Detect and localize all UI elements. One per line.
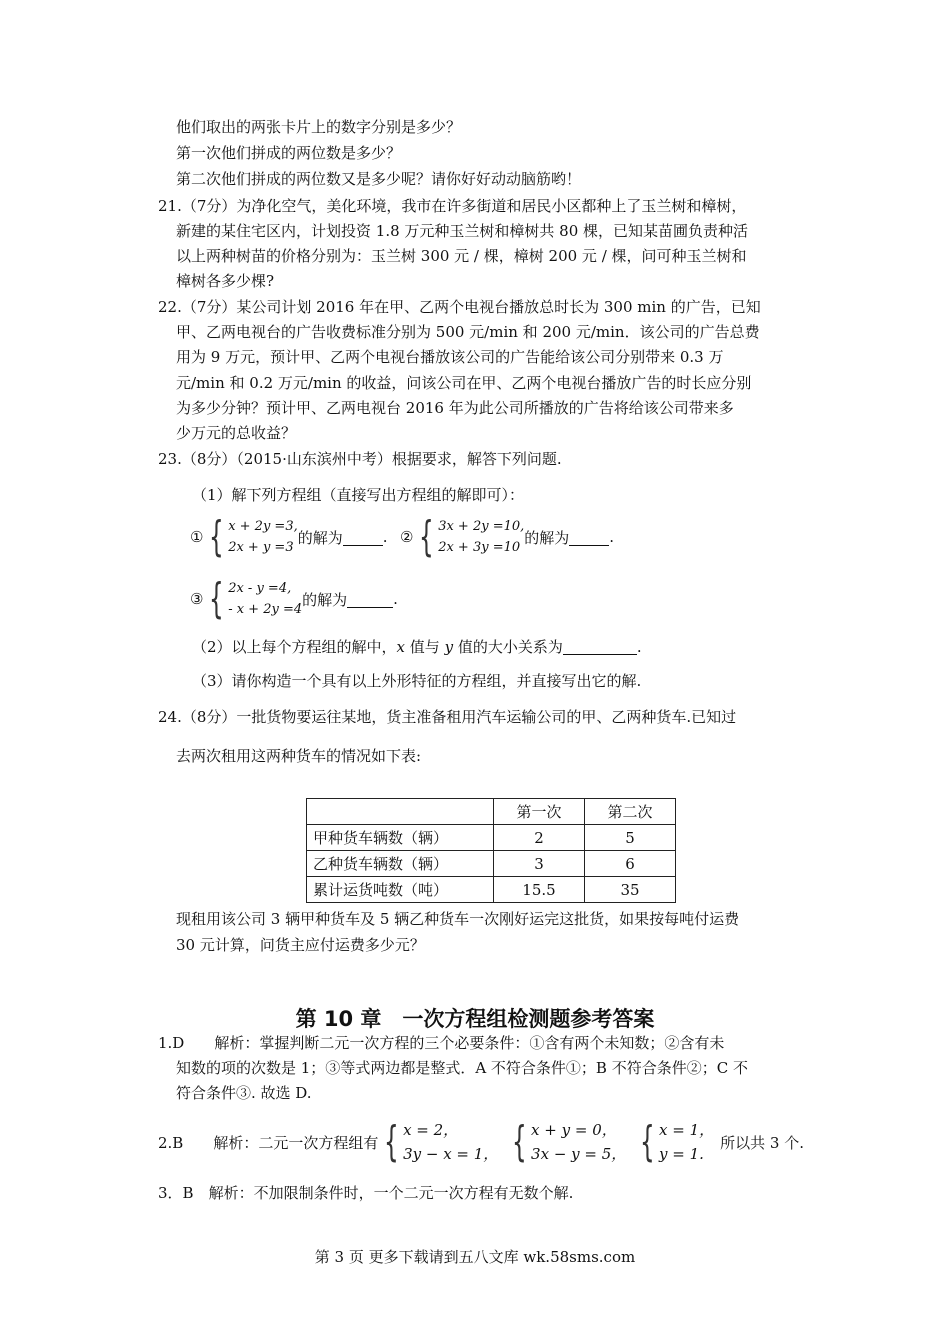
circled-2: ② xyxy=(400,528,414,546)
equation-group: x = 1， y = 1. xyxy=(659,1121,715,1163)
brace-icon: { xyxy=(209,574,225,623)
q22-line-4: 元/min 和 0.2 万元/min 的收益，问该公司在甲、乙两个电视台播放广告的时长应分别 xyxy=(176,374,752,392)
q24-line-3: 现租用该公司 3 辆甲种货车及 5 辆乙种货车一次刚好运完这批货，如果按每吨付运费 xyxy=(176,910,740,928)
q22-line-3: 用为 9 万元，预计甲、乙两个电视台播放该公司的广告能给该公司分别带来 0.3 万 xyxy=(176,348,724,366)
q23-line-1: 23.（8分）（2015·山东滨州中考）根据要求，解答下列问题. xyxy=(158,450,562,468)
equation-group: 2x - y =4, - x + 2y =4 xyxy=(228,581,303,617)
circled-1: ① xyxy=(190,528,204,546)
equation-group: x + 2y =3, 2x + y =3 xyxy=(228,519,298,555)
answers-title: 第 10 章 一次方程组检测题参考答案 xyxy=(295,1007,655,1031)
table-row: 乙种货车辆数（辆） 3 6 xyxy=(307,851,676,877)
answer-3: 3．B 解析：不加限制条件时，一个二元一次方程有无数个解. xyxy=(158,1184,574,1202)
q21-line-3: 以上两种树苗的价格分别为：玉兰树 300 元 / 棵，樟树 200 元 / 棵，问可种玉兰树和 xyxy=(176,247,747,265)
table-header-row: 第一次 第二次 xyxy=(307,799,676,825)
q24-line-2: 去两次租用这两种货车的情况如下表: xyxy=(176,747,422,765)
answer-blank xyxy=(347,591,393,608)
q23-system-1: ① { x + 2y =3, 2x + y =3 的解为 . xyxy=(190,512,388,561)
page-footer: 第 3 页 更多下载请到五八文库 wk.58sms.com xyxy=(314,1248,636,1266)
q23-part-2: （2）以上每个方程组的解中，x 值与 y 值的大小关系为 . xyxy=(192,638,642,656)
q22-line-2: 甲、乙两电视台的广告收费标准分别为 500 元/min 和 200 元/min．该公司的广告总费 xyxy=(176,323,760,341)
q23-system-2: ② { 3x + 2y =10, 2x + 3y =10 的解为 . xyxy=(400,512,615,561)
answer-1-line-1: 1.D 解析：掌握判断二元一次方程的三个必要条件：①含有两个未知数；②含有未 xyxy=(158,1034,725,1052)
q21-line-4: 樟树各多少棵? xyxy=(176,272,275,290)
table-row: 甲种货车辆数（辆） 2 5 xyxy=(307,825,676,851)
answer-1-line-2: 知数的项的次数是 1；③等式两边都是整式．A 不符合条件①；B 不符合条件②；C 不 xyxy=(176,1059,748,1077)
q22-line-1: 22.（7分）某公司计划 2016 年在甲、乙两个电视台播放总时长为 300 min 的广告，已知 xyxy=(158,298,761,316)
q22-line-6: 少万元的总收益？ xyxy=(176,424,297,442)
brace-icon: { xyxy=(640,1117,656,1166)
q22-line-5: 为多少分钟？预计甲、乙两电视台 2016 年为此公司所播放的广告将给该公司带来多 xyxy=(176,399,734,417)
answer-blank xyxy=(569,529,609,546)
q24-line-1: 24.（8分）一批货物要运往某地，货主准备租用汽车运输公司的甲、乙两种货车.已知过 xyxy=(158,708,737,726)
freight-table xyxy=(306,798,676,903)
answer-2: 2.B 解析：二元一次方程组有 { x = 2， 3y − x = 1， { x + y = 0， 3x − y = 5， { x = 1， y = 1. 所以共 3 个. xyxy=(158,1117,804,1166)
brace-icon: { xyxy=(512,1117,528,1166)
q20-line-3: 第二次他们拼成的两位数又是多少呢？请你好好动动脑筋哟！ xyxy=(176,170,582,188)
q23-part-3: （3）请你构造一个具有以上外形特征的方程组，并直接写出它的解. xyxy=(192,672,642,690)
q24-line-4: 30 元计算，问货主应付运费多少元？ xyxy=(176,936,425,954)
equation-group: x = 2， 3y − x = 1， xyxy=(403,1121,499,1163)
q21-line-1: 21.（7分）为净化空气，美化环境，我市在许多街道和居民小区都种上了玉兰树和樟树， xyxy=(158,197,747,215)
circled-3: ③ xyxy=(190,590,204,608)
brace-icon: { xyxy=(209,512,225,561)
q20-line-1: 他们取出的两张卡片上的数字分别是多少？ xyxy=(176,118,462,136)
q23-part-1: （1）解下列方程组（直接写出方程组的解即可）： xyxy=(192,486,525,504)
answer-blank xyxy=(343,529,383,546)
answer-1-line-3: 符合条件③. 故选 D. xyxy=(176,1084,312,1102)
equation-group: 3x + 2y =10, 2x + 3y =10 xyxy=(438,519,525,555)
table-row: 累计运货吨数（吨） 15.5 35 xyxy=(307,877,676,903)
brace-icon: { xyxy=(419,512,435,561)
q20-line-2: 第一次他们拼成的两位数是多少？ xyxy=(176,144,402,162)
answer-blank xyxy=(563,638,637,655)
q23-system-3: ③ { 2x - y =4, - x + 2y =4 的解为 . xyxy=(190,574,398,623)
equation-group: x + y = 0， 3x − y = 5， xyxy=(531,1121,627,1163)
brace-icon: { xyxy=(384,1117,400,1166)
q21-line-2: 新建的某住宅区内，计划投资 1.8 万元种玉兰树和樟树共 80 棵，已知某苗圃负责种活 xyxy=(176,222,749,240)
